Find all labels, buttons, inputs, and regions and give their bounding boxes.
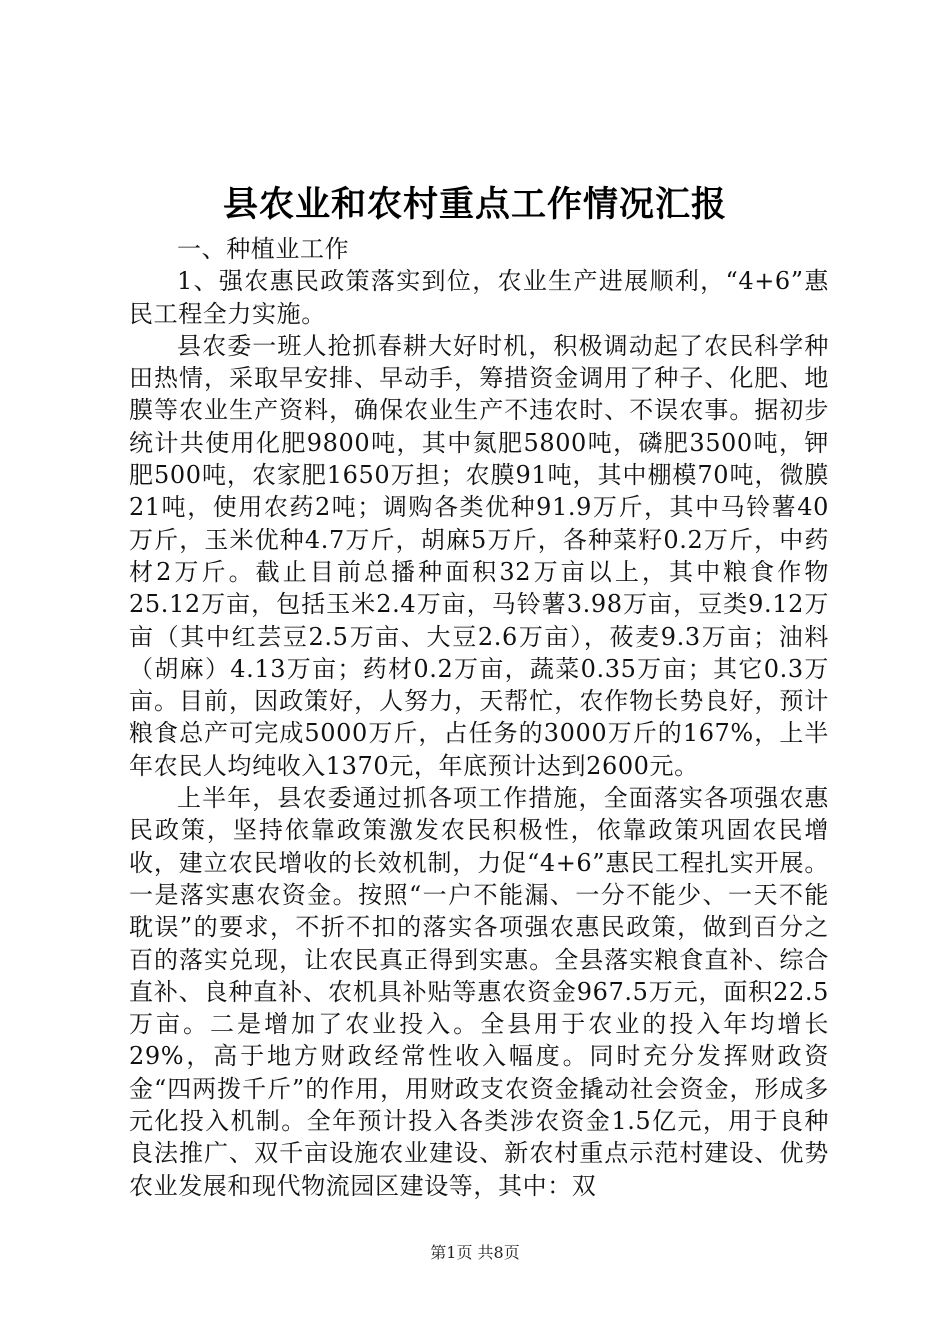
paragraph-2: 县农委一班人抢抓春耕大好时机，积极调动起了农民科学种田热情，采取早安排、早动手，筹措资金调用了种子、化肥、地膜等农业生产资料，确保农业生产不违农时、不误农事。据初步统计共使用化肥9800吨，其中氮肥5800吨，磷肥3500吨，钾肥500吨，农家肥1650万担；农膜91吨，其中棚模70吨，微膜21吨，使用农药2吨；调购各类优种91.9万斤，其中马铃薯40万斤，玉米优种4.7万斤，胡麻5万斤，各种菜籽0.2万斤，中药材2万斤。截止目前总播种面积32万亩以上，其中粮食作物25.12万亩，包括玉米2.4万亩，马铃薯3.98万亩，豆类9.12万亩（其中红芸豆2.5万亩、大豆2.6万亩），莜麦9.3万亩；油料（胡麻）4.13万亩；药材0.2万亩，蔬菜0.35万亩；其它0.3万亩。目前，因政策好，人努力，天帮忙，农作物长势良好，预计粮食总产可完成5000万斤，占任务的3000万斤的167%，上半年农民人均纯收入1370元，年底预计达到2600元。 [129, 331, 829, 780]
document-body [129, 233, 829, 1202]
paragraph-3: 上半年，县农委通过抓各项工作措施，全面落实各项强农惠民政策，坚持依靠政策激发农民积极性，依靠政策巩固农民增收，建立农民增收的长效机制，力促“4+6”惠民工程扎实开展。一是落实惠农资金。按照“一户不能漏、一分不能少、一天不能耽误”的要求，不折不扣的落实各项强农惠民政策，做到百分之百的落实兑现，让农民真正得到实惠。全县落实粮食直补、综合直补、良种直补、农机具补贴等惠农资金967.5万元，面积22.5万亩。二是增加了农业投入。全县用于农业的投入年均增长29%，高于地方财政经常性收入幅度。同时充分发挥财政资金“四两拨千斤”的作用，用财政支农资金撬动社会资金，形成多元化投入机制。全年预计投入各类涉农资金1.5亿元，用于良种良法推广、双千亩设施农业建设、新农村重点示范村建设、优势农业发展和现代物流园区建设等，其中：双 [129, 784, 829, 1200]
paragraph-1: 1、强农惠民政策落实到位，农业生产进展顺利，“4+6”惠民工程全力实施。 [129, 267, 829, 328]
section-heading: 一、种植业工作 [177, 235, 350, 263]
page-number-footer: 第1页 共8页 [430, 1243, 520, 1262]
document-title: 县农业和农村重点工作情况汇报 [222, 184, 727, 225]
